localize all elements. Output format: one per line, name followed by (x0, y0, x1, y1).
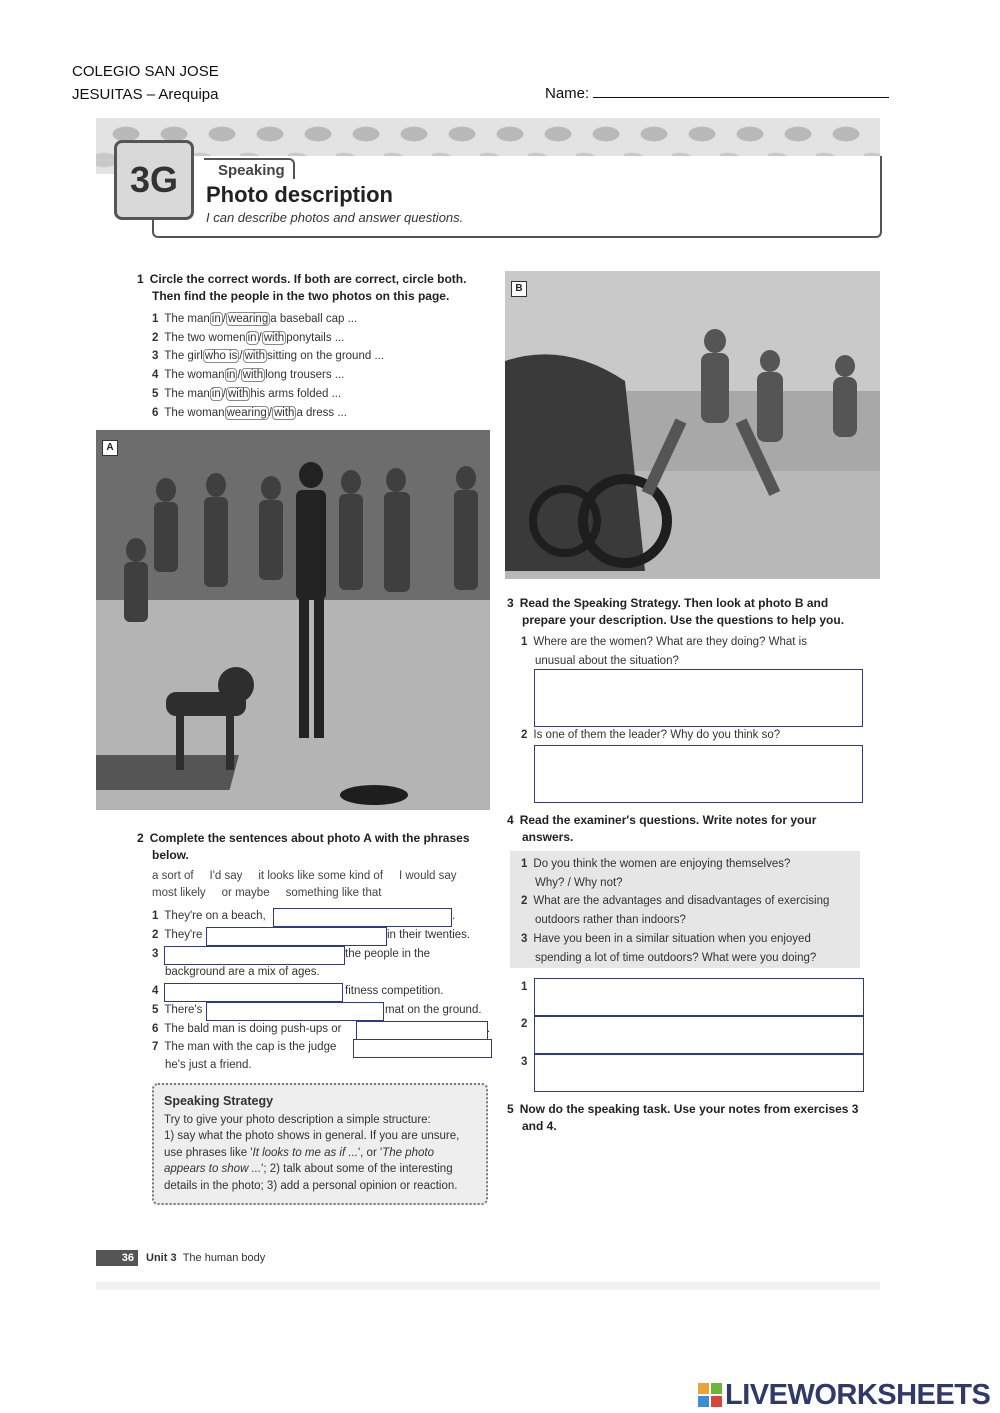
ex2-sentence-1: 1 They're on a beach, (152, 910, 266, 922)
photo-b (505, 271, 880, 579)
lesson-badge: 3G (114, 140, 194, 220)
photo-b-image (505, 271, 880, 579)
ex2-sentence-2: 2 They're (152, 929, 203, 941)
ex2-sentence-6-end: . (487, 1023, 491, 1035)
page-title: Photo description (206, 182, 393, 207)
ex1-heading (137, 271, 466, 305)
ex2-instruction-2: below. (152, 848, 189, 862)
ex2-sentence-3-end: the people in the (345, 948, 431, 960)
ex2-answer-7[interactable] (353, 1039, 492, 1058)
option-b[interactable]: with (273, 406, 295, 419)
page-subtitle: I can describe photos and answer questions. (206, 210, 464, 225)
ex3-question-2: 2 Is one of them the leader? Why do you think so? (521, 729, 781, 741)
ex1-number: 1 (137, 272, 144, 286)
ex4-answer-1[interactable] (534, 978, 864, 1016)
photo-a-image (96, 430, 490, 810)
ex4-answer-2[interactable] (534, 1016, 864, 1054)
ex5-number: 5 (507, 1102, 514, 1116)
unit-footer: Unit 3 The human body (146, 1252, 266, 1264)
ex4-number: 4 (507, 813, 514, 827)
option-a[interactable]: in (247, 331, 257, 344)
ex2-instruction-1: Complete the sentences about photo A with the phrases (149, 831, 470, 845)
ex2-sentence-5: 5 There's (152, 1004, 203, 1016)
ex2-answer-4[interactable] (164, 983, 343, 1002)
ex3-answer-1[interactable] (534, 669, 863, 727)
name-row (545, 83, 889, 102)
school-header (72, 60, 219, 106)
name-field[interactable] (593, 83, 889, 98)
strategy-title: Speaking Strategy (164, 1094, 274, 1108)
ex1-instruction-1: Circle the correct words. If both are correct, circle both. (149, 272, 467, 286)
option-a[interactable]: wearing (226, 406, 267, 419)
ex1-item: 6 The woman wearing / with a dress ... (152, 406, 347, 419)
ex1-item: 1 The man in / wearing a baseball cap ... (152, 313, 358, 325)
ex1-item: 3 The girl who is / with sitting on the ground ... (152, 350, 385, 363)
ex2-sentence-2-end: in their twenties. (387, 929, 471, 941)
ex4-answer-3[interactable] (534, 1054, 864, 1092)
ex1-instruction-2: Then find the people in the two photos on this page. (152, 289, 450, 303)
phrase-bank-line-1: a sort of I'd say it looks like some kind of I would say (152, 870, 457, 882)
ex2-answer-2[interactable] (206, 927, 387, 946)
logo-icon (698, 1383, 722, 1407)
ex5-heading: 5 Now do the speaking task. Use your notes from exercises 3 and 4. (507, 1102, 859, 1133)
ex4-questions: 1 Do you think the women are enjoying themselves? Why? / Why not? 2 What are the advantages and disadvantages of exercising outdoors rather than indoors? 3 Have you been in a similar situation when you enjoyed spending a lot of time outdoors? What were you doing? (521, 858, 830, 964)
ex4-answer-number-1: 1 (521, 981, 528, 993)
ex3-heading: 3 Read the Speaking Strategy. Then look at photo B and prepare your description. Use the questions to help you. (507, 596, 845, 627)
ex2-sentence-4-end: fitness competition. (345, 985, 444, 997)
brand-name: LIVEWORKSHEETS (725, 1379, 991, 1411)
ex1-list (152, 310, 492, 422)
ex2-answer-6[interactable] (356, 1021, 491, 1040)
ex4-answer-number-2: 2 (521, 1018, 528, 1030)
photo-b-label: B (511, 281, 527, 297)
school-location: JESUITAS – Arequipa (72, 86, 219, 103)
ex1-item: 4 The woman in / with long trousers ... (152, 369, 345, 382)
option-a[interactable]: in (211, 313, 221, 325)
option-b[interactable]: wearing (227, 313, 269, 325)
ex1-item: 5 The man in / with his arms folded ... (152, 387, 342, 400)
phrase-bank-line-2: most likely or maybe something like that (152, 887, 382, 899)
option-a[interactable]: in (226, 369, 236, 382)
liveworksheets-logo (698, 1379, 990, 1412)
ex3-number: 3 (507, 596, 514, 610)
phrase-bank (152, 868, 457, 902)
ex1-item: 2 The two women in / with ponytails ... (152, 331, 345, 344)
ex2-sentence-4: 4 (152, 985, 159, 997)
ex4-heading: 4 Read the examiner's questions. Write notes for your answers. (507, 813, 817, 844)
ex2-answer-5[interactable] (206, 1002, 384, 1021)
ex2-sentence-6: 6 The bald man is doing push-ups or (152, 1023, 342, 1035)
ex2-number: 2 (137, 831, 144, 845)
ex2-sentence-7: 7 The man with the cap is the judge (152, 1041, 337, 1053)
speaking-strategy-box: Speaking Strategy Try to give your photo description a simple structure: 1) say what the photo shows in general. If you are unsure, use phrases like 'It looks to me as if ...', or 'The photo appears to show ...'; 2) talk about some of the interesting details in the photo; 3) add a personal opinion or reaction. (152, 1083, 488, 1205)
ex2-sentence-5-end: mat on the ground. (385, 1004, 482, 1016)
footer-strip (96, 1282, 880, 1290)
ex2-answer-1[interactable] (273, 908, 452, 927)
photo-a (96, 430, 490, 810)
ex2-sentence-3-cont: background are a mix of ages. (165, 966, 320, 978)
lesson-banner (96, 118, 880, 240)
option-a[interactable]: who is (204, 350, 238, 363)
ex4-answer-number-3: 3 (521, 1056, 528, 1068)
ex2-sentence-7-cont: he's just a friend. (165, 1059, 252, 1071)
section-tab: Speaking (204, 158, 295, 179)
option-a[interactable]: in (211, 387, 221, 400)
school-name: COLEGIO SAN JOSE (72, 63, 219, 80)
option-b[interactable]: with (242, 369, 264, 382)
option-b[interactable]: with (263, 331, 285, 344)
name-label: Name: (545, 85, 590, 102)
photo-a-label: A (102, 440, 118, 456)
option-b[interactable]: with (244, 350, 266, 363)
page-number: 36 (96, 1250, 138, 1266)
ex3-question-1: 1 Where are the women? What are they doing? What is unusual about the situation? (521, 636, 807, 667)
option-b[interactable]: with (227, 387, 249, 400)
ex2-sentence-1-end: . (452, 910, 456, 922)
ex2-sentence-3: 3 (152, 948, 159, 960)
ex2-heading (137, 830, 470, 864)
ex3-answer-2[interactable] (534, 745, 863, 803)
